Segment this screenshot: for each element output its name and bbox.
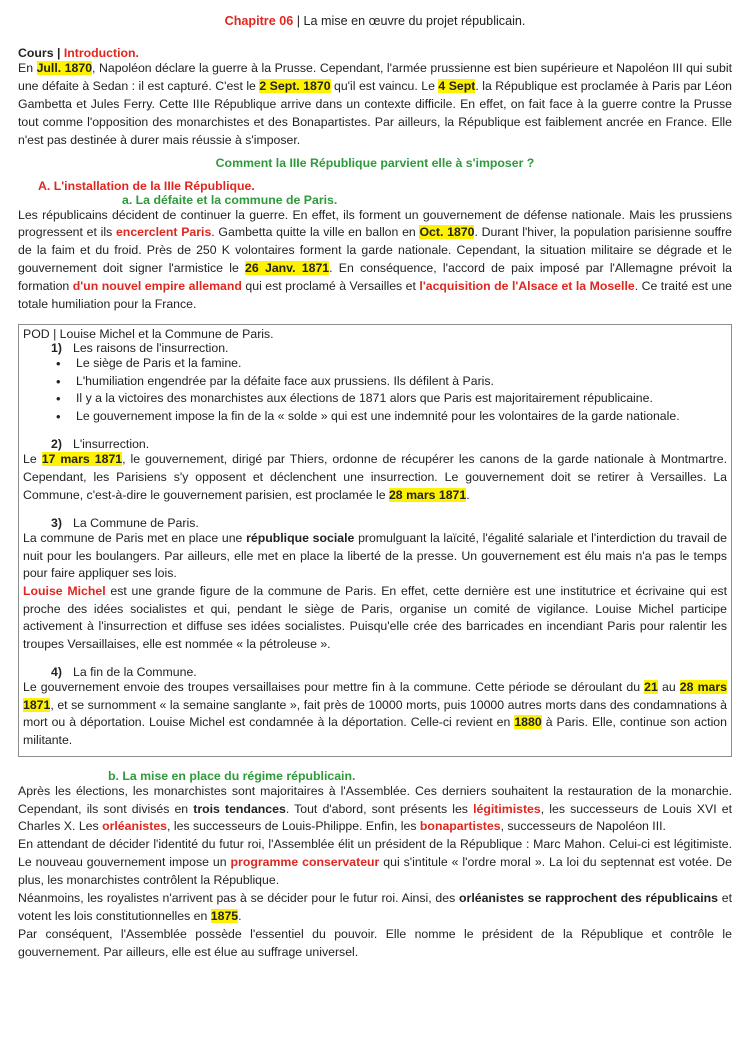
pod-s3-title: 3) La Commune de Paris. [51,516,199,531]
list-item: • Il y a la victoires des monarchistes aux élections de 1871 alors que Paris est majoritairement républicaine. [23,390,727,408]
chapter-number: Chapitre 06 [224,14,294,28]
section-b-paragraph-1: Après les élections, les monarchistes sont majoritaires à l'Assemblée. Ces derniers souhaitent la restauration de la monarchie. Cependant, ils sont divisés en trois tendances. Tout d'abord, sont présents les légitimistes, les successeurs de Louis XVI et Charles X. Les orléanistes, les successeurs de Louis-Philippe. Enfin, les bonapartistes, successeurs de Napoléon III. [18,783,732,834]
chapter-title: Chapitre 06 | La mise en œuvre du projet républicain. [224,14,526,28]
chapter-name: La mise en œuvre du projet républicain. [303,14,526,28]
section-b-paragraph-3: Néanmoins, les royalistes n'arrivent pas à se décider pour le futur roi. Ainsi, des orléanistes se rapprochent des républicains et votent les lois constitutionnelles en 1875. [18,891,732,923]
pod-box [18,324,732,757]
section-b-paragraph-4: Par conséquent, l'Assemblée possède l'essentiel du pouvoir. Elle nomme le président de la République et contrôle le gouvernement. Par ailleurs, elle est élue au suffrage universel. [18,926,732,959]
pod-s4-paragraph: Le gouvernement envoie des troupes versaillaises pour mettre fin à la commune. Cette période se déroulant du 21 au 28 mars 1871, et se surnomment « la semaine sanglante », fait près de 10000 morts, puis 10000 autres morts dans des condamnations à mort ou à déportation. Louise Michel est condamnée à la déportation. Celle-ci revient en 1880 à Paris. Elle, continue son action militante. [23,680,728,748]
pod-s2-title: 2) L'insurrection. [51,437,150,452]
pod-s3-paragraph-1: La commune de Paris met en place une république sociale promulguant la laïcité, l'égalité salariale et l'interdiction du travail de nuit pour les boulangers. Par ailleurs, elle met en place la liberté de la presse. Un gouvernement est élu mais n'a pas le temps pour faire appliquer ses lois. [23,531,727,581]
intro-heading: Cours | Introduction. [18,46,139,60]
pod-s1-title: 1) Les raisons de l'insurrection. [51,340,229,355]
pod-s1-list [23,355,727,425]
list-item: • L'humiliation engendrée par la défaite face aux prussiens. Ils défilent à Paris. [23,373,727,391]
section-a-title: A. L'installation de la IIIe République. [38,178,255,193]
pod-s2-paragraph: Le 17 mars 1871, le gouvernement, dirigé par Thiers, ordonne de récupérer les canons de la garde nationale à Montmartre. Cependant, les Parisiens s'y opposent et déclenchent une insurrection. Le gouvernement doit se retirer à Versailles. La Commune, c'est-à-dire le gouvernement parisien, est proclamée le 28 mars 1871. [23,452,727,502]
section-b-paragraph-2: En attendant de décider l'identité du futur roi, l'Assemblée élit un président de la République : Marc Mahon. Celui-ci est légitimiste. Le nouveau gouvernement impose un programme conservateur qui s'intitule « l'ordre moral ». La loi du septennat est votée. De plus, les monarchistes contrôlent la République. [18,837,732,888]
list-item: • Le gouvernement impose la fin de la « solde » qui est une indemnité pour les volontaires de la garde nationale. [23,408,727,426]
problem-question: Comment la IIIe République parvient elle à s'imposer ? [215,155,535,170]
pod-s3-paragraph-2: Louise Michel est une grande figure de la commune de Paris. En effet, cette dernière est une institutrice et écrivaine qui est proche des idées socialistes et qui, pendant le siège de Paris, organise un comité de vigilance. Louise Michel participe activement à l'insurrection et diffuse ses idées socialistes. Puisqu'elle crée des barricades en incendiant Paris pour ralentir les troupes Versaillaises, elle est nommée « la pétroleuse ». [23,583,727,651]
section-a-subtitle: a. La défaite et la commune de Paris. [122,192,338,207]
section-a-paragraph: Les républicains décident de continuer la guerre. En effet, ils forment un gouvernement de défense nationale. Mais les prussiens progressent et ils encerclent Paris. Gambetta quitte la ville en ballon en Oct. 1870. Durant l'hiver, la population parisienne souffre de la faim et du froid. Près de 250 K volontaires forment la garde nationale. Cependant, la situation militaire se dégrade et le gouvernement doit signer l'armistice le 26 Janv. 1871. En conséquence, l'accord de paix imposé par l'Allemagne prévoit la formation d'un nouvel empire allemand qui est proclamé à Versailles et l'acquisition de l'Alsace et la Moselle. Ce traité est une totale humiliation pour la France. [18,207,733,312]
document-page [18,14,732,962]
intro-paragraph: En Jull. 1870, Napoléon déclare la guerre à la Prusse. Cependant, l'armée prussienne est bien supérieure et Napoléon III qui subit une défaite à Sedan : il est capturé. C'est le 2 Sept. 1870 qu'il est vaincu. Le 4 Sept. la République est proclamée à Paris par Léon Gambetta et Jules Ferry. Cette IIIe République arrive dans un contexte difficile. En effet, on fait face à la guerre contre la Prusse tout comme l'opposition des monarchistes et des Bonapartistes. Par ailleurs, la République est faiblement ancrée en France. Elle n'est pas destinée à durer mais réussie à s'imposer. [18,61,733,147]
pod-header: POD | Louise Michel et la Commune de Paris. [23,326,274,341]
pod-s4-title: 4) La fin de la Commune. [51,665,197,680]
list-item: • Le siège de Paris et la famine. [23,355,727,373]
section-b-title: b. La mise en place du régime républicain. [108,768,356,783]
